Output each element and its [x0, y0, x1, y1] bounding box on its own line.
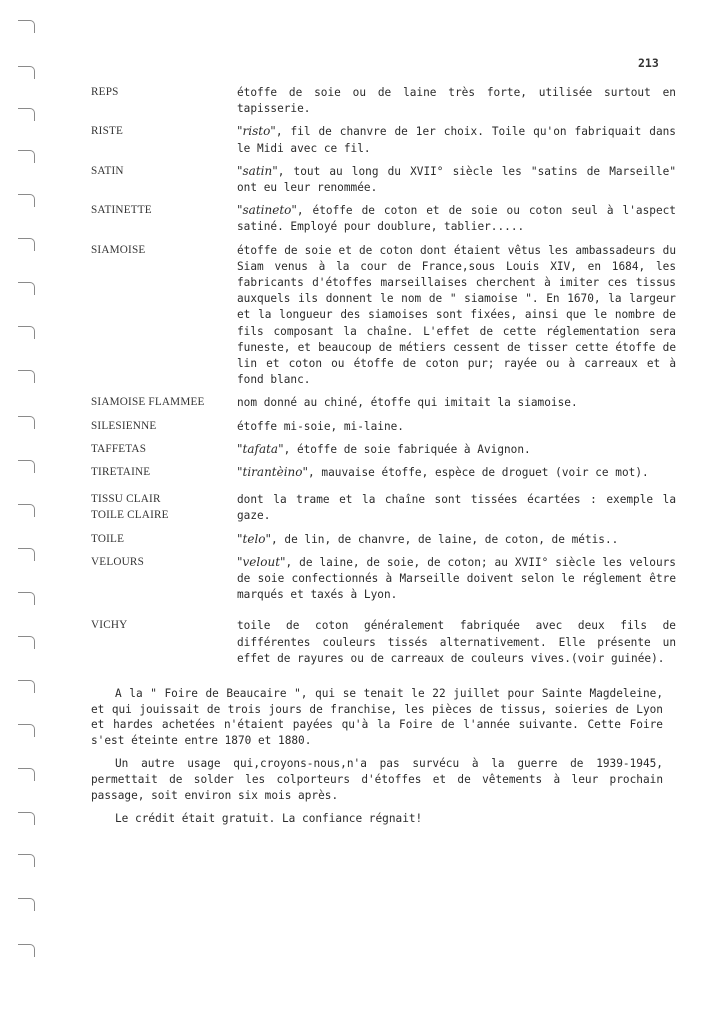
- glossary: [91, 84, 676, 673]
- entry-definition: [237, 554, 676, 604]
- entry-definition: [237, 464, 676, 481]
- entry-term: SATIN: [91, 164, 124, 177]
- paragraph: Un autre usage qui,croyons-nous,n'a pas survécu à la guerre de 1939-1945, permettait de solder les colporteurs d'étoffes et de vêtements à leur prochain passage, soit environ six mois après.: [91, 757, 663, 802]
- binder-hole-icon: [18, 680, 35, 693]
- binder-hole-icon: [18, 108, 35, 121]
- binder-hole-icon: [18, 66, 35, 79]
- binder-hole-icon: [18, 548, 35, 561]
- binder-hole-icon: [18, 194, 35, 207]
- entry-definition: [237, 84, 676, 117]
- provencal-word: "telo": [237, 531, 272, 546]
- binder-hole-icon: [18, 768, 35, 781]
- definition-text: , fil de chanvre de 1er choix. Toile qu'on fabriquait dans le Midi avec ce fil.: [237, 125, 676, 155]
- glossary-entry: [91, 617, 676, 667]
- binder-hole-icon: [18, 238, 35, 251]
- definition-text: étoffe de soie et de coton dont étaient vêtus les ambassadeurs du Siam venus à la cour de France,sous Louis XIV, en 1684, les fabricants d'étoffes marseillaises cherchent à imiter ces tissus auxquels ils donnent le nom de " siamoise ". En 1670, la largeur et la longueur des siamoises sont fixées, ainsi que le nombre de fils composant la chaîne. L'effet de cette réglementation sera funeste, et beaucoup de métiers cessent de tisser cette étoffe de lin et coton ou étoffe de coton pur; rayée ou à carreaux et à fond blanc.: [237, 243, 676, 387]
- provencal-word: "risto": [237, 124, 276, 139]
- entry-definition: [237, 491, 676, 524]
- entry-term: SIAMOISE: [91, 243, 146, 256]
- glossary-entry: [91, 441, 676, 458]
- binder-hole-icon: [18, 20, 35, 33]
- binder-hole-icon: [18, 944, 35, 957]
- entry-definition: [237, 531, 676, 548]
- entry-definition: [237, 242, 676, 389]
- provencal-word: "velout": [237, 554, 286, 569]
- definition-text: , étoffe de soie fabriquée à Avignon.: [283, 442, 531, 456]
- definition-text: , mauvaise étoffe, espèce de droguet (voir ce mot).: [308, 466, 649, 480]
- binder-hole-icon: [18, 370, 35, 383]
- provencal-word: "tirantèino": [237, 465, 309, 480]
- provencal-word: "satineto": [237, 203, 297, 218]
- entry-definition: [237, 163, 676, 196]
- glossary-entry: [91, 464, 676, 481]
- entry-term: SATINETTE: [91, 204, 152, 217]
- glossary-entry: [91, 242, 676, 389]
- definition-text: étoffe de soie ou de laine très forte, utilisée surtout en tapisserie.: [237, 86, 676, 116]
- entry-definition: [237, 418, 676, 435]
- binder-hole-icon: [18, 898, 35, 911]
- provencal-word: "satin": [237, 163, 278, 178]
- binder-hole-icon: [18, 592, 35, 605]
- binder-hole-icon: [18, 282, 35, 295]
- entry-definition: [237, 123, 676, 156]
- entry-term: TAFFETAS: [91, 442, 147, 455]
- glossary-entry: [91, 123, 676, 156]
- glossary-entry: [91, 418, 676, 435]
- glossary-entry: [91, 84, 676, 117]
- binder-hole-icon: [18, 812, 35, 825]
- entry-term: VELOURS: [91, 555, 144, 568]
- entry-term: RISTE: [91, 125, 124, 138]
- entry-term: TIRETAINE: [91, 466, 151, 479]
- glossary-entry: [91, 202, 676, 235]
- definition-text: dont la trame et la chaîne sont tissées écartées : exemple la gaze.: [237, 493, 676, 523]
- definition-text: , de laine, de soie, de coton; au XVII° siècle les velours de soie confectionnés à Marseille doivent selon le réglement être marqués et taxés à Lyon.: [237, 555, 676, 602]
- binder-hole-icon: [18, 150, 35, 163]
- entry-term: SILESIENNE: [91, 419, 157, 432]
- binder-hole-icon: [18, 636, 35, 649]
- glossary-entry: [91, 163, 676, 196]
- definition-text: , tout au long du XVII° siècle les "satins de Marseille" ont eu leur renommée.: [237, 164, 676, 195]
- paragraph: A la " Foire de Beaucaire ", qui se tenait le 22 juillet pour Sainte Magdeleine, et qui jouissait de trois jours de franchise, les pièces de tissus, soieries de Lyon et hardes achetées n'étaient payées qu'à la Foire de l'année suivante. Cette Foire s'est éteinte entre 1870 et 1880.: [91, 687, 663, 747]
- binder-hole-icon: [18, 504, 35, 517]
- glossary-entry: [91, 394, 676, 411]
- entry-term: REPS: [91, 86, 119, 98]
- page-number: 213: [638, 56, 659, 70]
- binder-holes: [18, 0, 38, 1024]
- binder-hole-icon: [18, 724, 35, 737]
- provencal-word: "tafata": [237, 441, 284, 456]
- definition-text: toile de coton généralement fabriquée avec deux fils de différentes couleurs tissés alternativement. Elle présente un effet de rayures ou de carreaux de couleurs vives.(voir guinée).: [237, 619, 676, 665]
- binder-hole-icon: [18, 326, 35, 339]
- entry-definition: [237, 394, 676, 411]
- definition-text: étoffe mi-soie, mi-laine.: [237, 419, 404, 433]
- entry-term: SIAMOISE FLAMMEE: [91, 396, 205, 409]
- binder-hole-icon: [18, 854, 35, 867]
- entry-definition: [237, 441, 676, 458]
- binder-hole-icon: [18, 416, 35, 429]
- entry-term: TOILE: [91, 532, 125, 545]
- paragraph: Le crédit était gratuit. La confiance régnait!: [115, 812, 423, 826]
- entry-definition: [237, 202, 676, 235]
- binder-hole-icon: [18, 460, 35, 473]
- definition-text: nom donné au chiné, étoffe qui imitait la siamoise.: [237, 396, 578, 410]
- definition-text: , étoffe de coton et de soie ou coton seul à l'aspect satiné. Employé pour doublure, tablier.....: [237, 204, 676, 234]
- entry-definition: [237, 617, 676, 667]
- glossary-entry: [91, 554, 676, 604]
- glossary-entry: [91, 531, 676, 548]
- entry-term: TISSU CLAIR TOILE CLAIRE: [91, 493, 169, 522]
- definition-text: , de lin, de chanvre, de laine, de coton, de métis..: [271, 532, 619, 546]
- entry-term: VICHY: [91, 619, 128, 632]
- glossary-entry: [91, 491, 676, 524]
- closing-text: [91, 686, 663, 835]
